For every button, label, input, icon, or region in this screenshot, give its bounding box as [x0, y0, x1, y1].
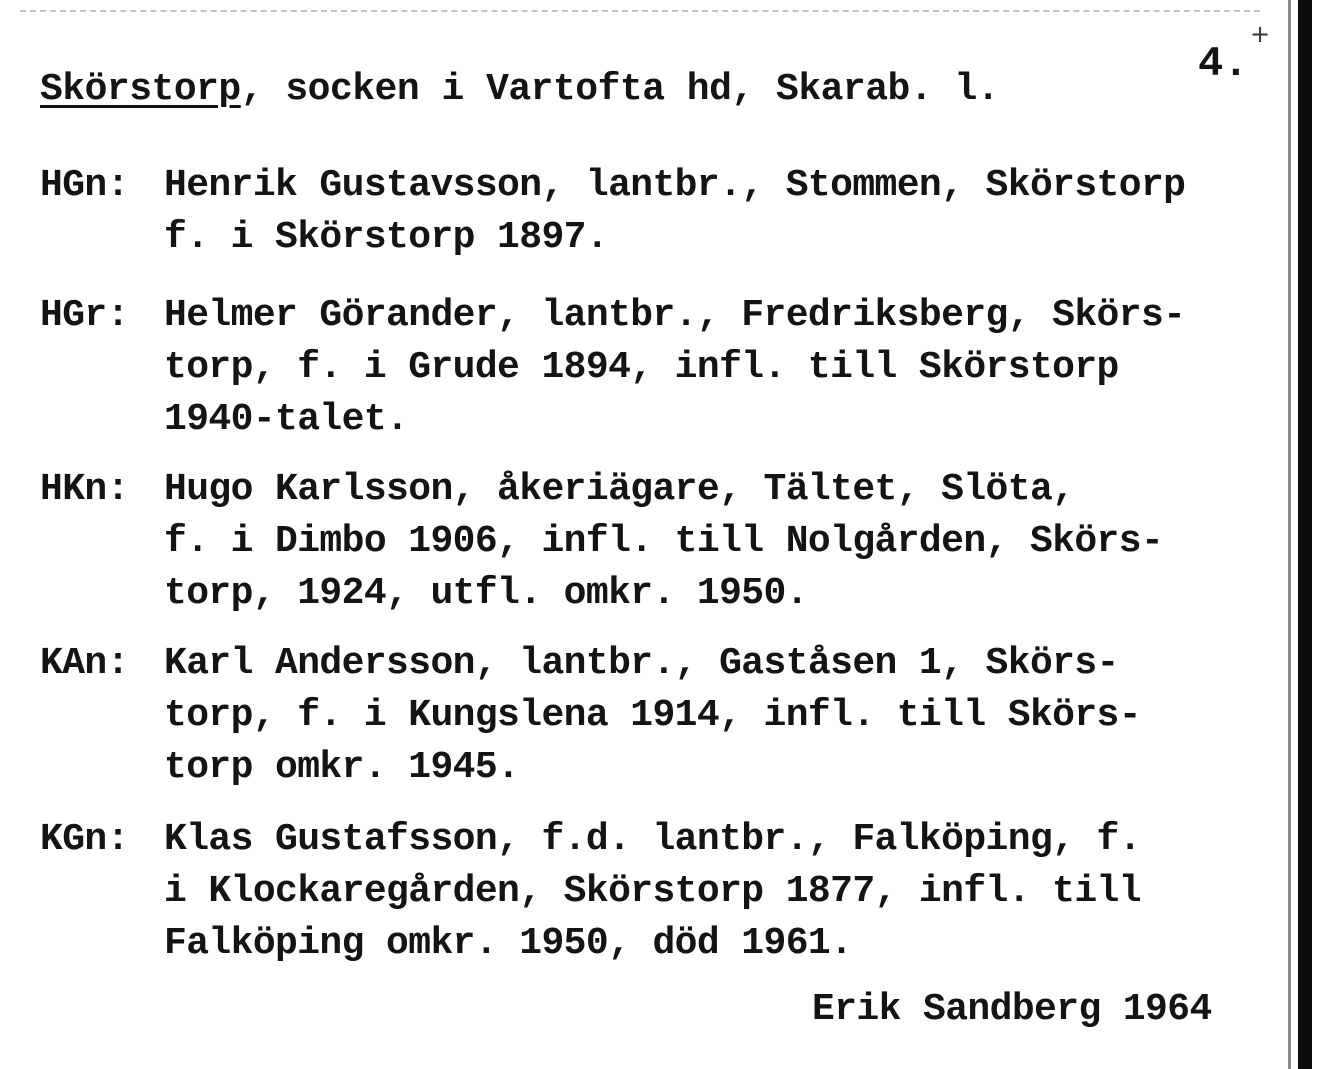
entry-code: HKn:: [40, 468, 129, 511]
entry-text: [164, 464, 1294, 620]
entry-line: Henrik Gustavsson, lantbr., Stommen, Skörstorp: [164, 164, 1186, 207]
entry-line: i Klockaregården, Skörstorp 1877, infl. till: [164, 870, 1141, 913]
heading-place: Skörstorp: [40, 68, 241, 111]
entry-line: torp, 1924, utfl. omkr. 1950.: [164, 572, 808, 615]
entry-text: [164, 814, 1294, 970]
entry-code: KGn:: [40, 818, 129, 861]
entry-code: HGr:: [40, 294, 129, 337]
entry-line: 1940-talet.: [164, 398, 409, 441]
scan-edge-line: [20, 10, 1260, 12]
scan-edge-bar: [1298, 0, 1312, 1069]
entry-line: f. i Dimbo 1906, infl. till Nolgården, Skörs-: [164, 520, 1164, 563]
entry-line: torp, f. i Kungslena 1914, infl. till Skörs-: [164, 694, 1141, 737]
entry-code: HGn:: [40, 164, 129, 207]
entry-text: [164, 160, 1294, 264]
signature: Erik Sandberg 1964: [812, 988, 1212, 1031]
entry-text: [164, 638, 1294, 794]
entry-line: Hugo Karlsson, åkeriägare, Tältet, Slöta,: [164, 468, 1075, 511]
heading-description: , socken i Vartofta hd, Skarab. l.: [240, 68, 1000, 111]
entry-line: torp, f. i Grude 1894, infl. till Skörstorp: [164, 346, 1119, 389]
entry-text: [164, 290, 1294, 446]
entry-line: torp omkr. 1945.: [164, 746, 520, 789]
card-heading: [40, 68, 999, 111]
card-number: 4.: [1198, 40, 1249, 88]
entry-line: Klas Gustafsson, f.d. lantbr., Falköping, f.: [164, 818, 1141, 861]
entry-line: Falköping omkr. 1950, död 1961.: [164, 922, 853, 965]
entry-line: f. i Skörstorp 1897.: [164, 216, 609, 259]
entry-line: Helmer Görander, lantbr., Fredriksberg, Skörs-: [164, 294, 1186, 337]
entry-line: Karl Andersson, lantbr., Gaståsen 1, Skörs-: [164, 642, 1119, 685]
registration-mark: +: [1250, 20, 1271, 48]
entry-code: KAn:: [40, 642, 129, 685]
